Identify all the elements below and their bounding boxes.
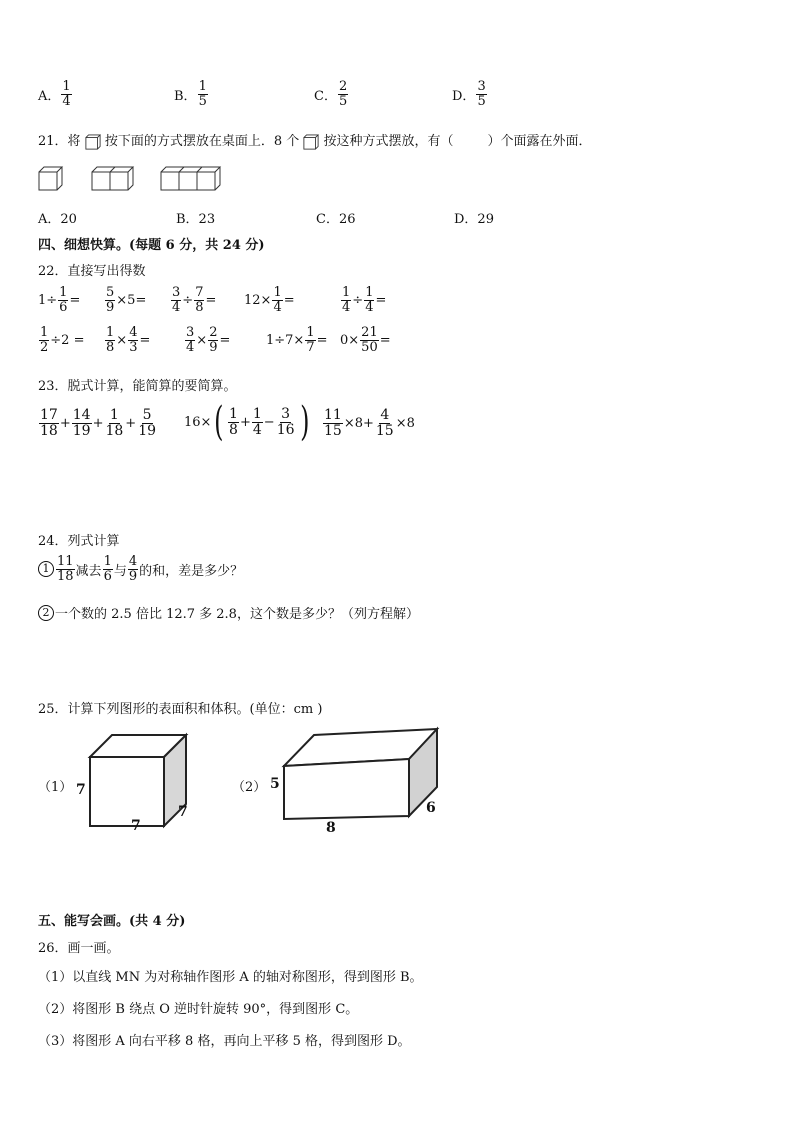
q23-expr-3: $\frac{11}{15}$ ×8+ $\frac{4}{15}$ ×8 [324, 407, 415, 439]
q22-title: 22．直接写出得数 [38, 264, 146, 279]
figure-1-length: 7 [131, 818, 141, 834]
q21-option-a: A．20 [38, 212, 77, 227]
cuboid-figure-2 [276, 724, 446, 824]
q22-expr-2: $\frac{5}{9}$ ×5= [106, 285, 147, 315]
q23-expr-1: $\frac{17}{18}$ + $\frac{14}{19}$ + $\frac{1}{18}$ + $\frac{5}{19}$ [40, 407, 157, 439]
q24-part-1: 1 $\frac{11}{18}$ 减去 $\frac{1}{6}$ 与 $\frac{4}{9}$ 的和，差是多少？ [38, 555, 243, 583]
q26-item-2: （2）将图形 B 绕点 O 逆时针旋转 90°，得到图形 C。 [38, 1002, 359, 1017]
cube-arrangement-figure [38, 166, 228, 192]
cube-icon [303, 134, 319, 150]
figure-2-height: 5 [270, 776, 280, 792]
q20-option-c: C． $\frac{2}{5}$ [314, 79, 348, 109]
q22-expr-10: 0× $\frac{21}{50}$ = [340, 325, 391, 355]
q21-option-d: D．29 [454, 212, 494, 227]
q20-option-a: A． $\frac{1}{4}$ [38, 79, 71, 109]
figure-2-length: 8 [326, 820, 336, 836]
q23-expr-2: 16× ( $\frac{1}{8}$ + $\frac{1}{4}$ − $\frac{3}{16}$ ) [184, 399, 310, 445]
cube-icon [85, 134, 101, 150]
q22-expr-6: $\frac{1}{2}$ ÷2 = [40, 325, 85, 355]
three-cube-figure [161, 167, 220, 190]
q26-item-1: （1）以直线 MN 为对称轴作图形 A 的轴对称图形，得到图形 B。 [38, 970, 423, 985]
q22-expr-3: $\frac{3}{4}$ ÷ $\frac{7}{8}$ = [172, 285, 217, 315]
q24-title: 24．列式计算 [38, 534, 120, 549]
figure-1-label: （1） [38, 780, 73, 795]
one-cube-figure [39, 167, 62, 190]
q22-expr-8: $\frac{3}{4}$ × $\frac{2}{9}$ = [186, 325, 231, 355]
q21-option-c: C．26 [316, 212, 356, 227]
q22-expr-4: 12× $\frac{1}{4}$ = [244, 285, 295, 315]
q21-question: 21．将 按下面的方式摆放在桌面上．8 个 按这种方式摆放，有（ ）个面露在外面． [38, 134, 592, 149]
q26-item-3: （3）将图形 A 向右平移 8 格，再向上平移 5 格，得到图形 D。 [38, 1034, 411, 1049]
q22-expr-7: $\frac{1}{8}$ × $\frac{4}{3}$ = [106, 325, 151, 355]
figure-2-width: 6 [426, 800, 436, 816]
q23-title: 23．脱式计算，能简算的要简算。 [38, 379, 237, 394]
q22-expr-1: 1÷ $\frac{1}{6}$ = [38, 285, 81, 315]
q24-part-2: 2 一个数的 2.5 倍比 12.7 多 2.8，这个数是多少？（列方程解） [38, 603, 419, 622]
q25-title: 25．计算下列图形的表面积和体积。(单位：cm ) [38, 702, 323, 717]
figure-1-width: 7 [178, 804, 188, 820]
section-5-heading: 五、能写会画。(共 4 分) [38, 914, 186, 929]
q20-option-b: B． $\frac{1}{5}$ [174, 79, 207, 109]
q22-expr-5: $\frac{1}{4}$ ÷ $\frac{1}{4}$ = [342, 285, 387, 315]
q26-title: 26．画一画。 [38, 941, 120, 956]
two-cube-figure [92, 167, 133, 190]
section-4-heading: 四、细想快算。(每题 6 分，共 24 分) [38, 238, 265, 253]
figure-2-label: （2） [232, 780, 267, 795]
q22-expr-9: 1÷7× $\frac{1}{7}$ = [266, 325, 328, 355]
q20-option-d: D． $\frac{3}{5}$ [452, 79, 486, 109]
q21-option-b: B．23 [176, 212, 216, 227]
figure-1-height: 7 [76, 782, 86, 798]
